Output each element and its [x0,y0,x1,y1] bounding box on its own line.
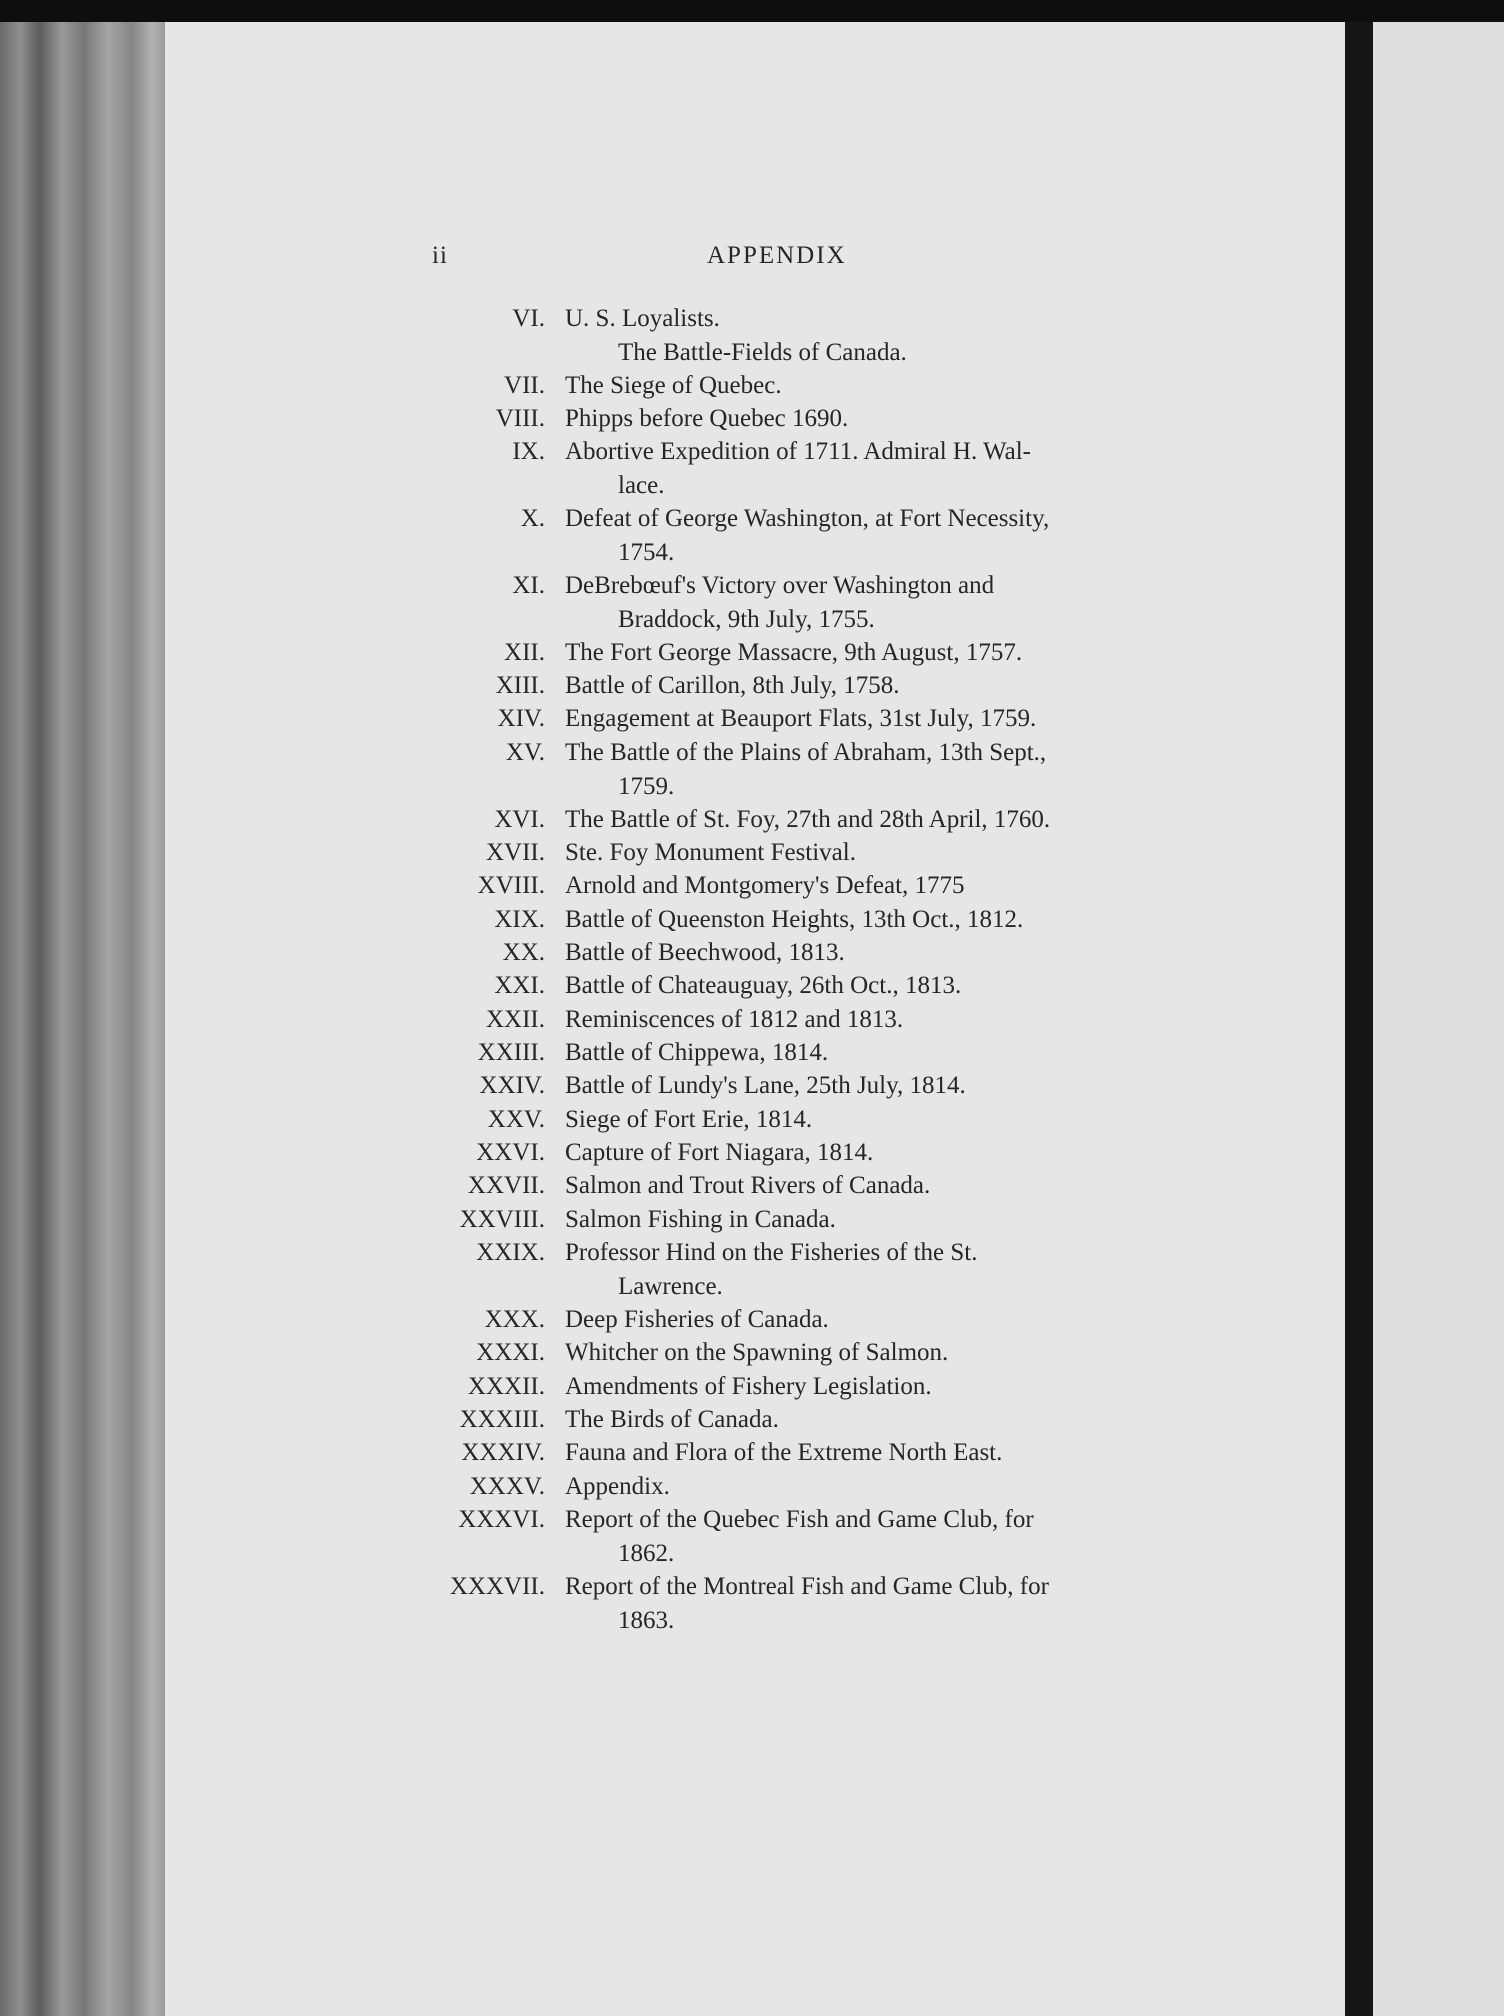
chapter-title: The Birds of Canada. [565,1406,779,1433]
chapter-title: Report of the Quebec Fish and Game Club, for [565,1506,1034,1533]
chapter-title: Battle of Chippewa, 1814. [565,1039,829,1066]
chapter-numeral: IX. [512,438,545,465]
chapter-numeral: XX. [502,939,545,966]
chapter-numeral: XXIX. [476,1239,545,1266]
chapter-title: Capture of Fort Niagara, 1814. [565,1139,874,1166]
scan-top-border [0,0,1504,22]
chapter-numeral: XIX. [494,906,545,933]
chapter-title-continuation: 1759. [618,773,675,800]
chapter-numeral: XVI. [494,806,545,833]
chapter-title-continuation: The Battle-Fields of Canada. [618,339,907,366]
facing-page-edge [1373,22,1504,2016]
chapter-title-continuation: Braddock, 9th July, 1755. [618,606,875,633]
chapter-title: DeBrebœuf's Victory over Washington and [565,572,995,599]
chapter-numeral: XIV. [497,705,545,732]
book-page-edges [0,22,165,2016]
chapter-numeral: VII. [504,372,545,399]
chapter-numeral: XXVI. [476,1139,545,1166]
chapter-title-continuation: 1862. [618,1540,675,1567]
chapter-numeral: XV. [505,739,545,766]
chapter-title: The Battle of St. Foy, 27th and 28th April, 1760. [565,806,1051,833]
chapter-numeral: XVII. [485,839,545,866]
chapter-numeral: XXVII. [467,1172,545,1199]
chapter-title: Report of the Montreal Fish and Game Club, for [565,1573,1049,1600]
chapter-title-continuation: Lawrence. [618,1273,723,1300]
chapter-numeral: XXXIV. [461,1439,545,1466]
chapter-numeral: XXXVI. [458,1506,545,1533]
chapter-title: Battle of Carillon, 8th July, 1758. [565,672,900,699]
chapter-title: Appendix. [565,1473,670,1500]
chapter-title: Salmon and Trout Rivers of Canada. [565,1172,931,1199]
page-number: ii [432,242,448,269]
chapter-title: Battle of Queenston Heights, 13th Oct., 1812. [565,906,1024,933]
running-head: APPENDIX [707,242,847,269]
chapter-numeral: XXII. [485,1006,545,1033]
chapter-title: Battle of Lundy's Lane, 25th July, 1814. [565,1072,966,1099]
chapter-title: Professor Hind on the Fisheries of the St. [565,1239,978,1266]
chapter-numeral: XVIII. [477,872,545,899]
book-spine [1345,22,1373,2016]
chapter-numeral: XXXIII. [459,1406,545,1433]
chapter-title: Ste. Foy Monument Festival. [565,839,856,866]
chapter-title: Battle of Beechwood, 1813. [565,939,845,966]
chapter-title: The Battle of the Plains of Abraham, 13th Sept., [565,739,1047,766]
chapter-title: Amendments of Fishery Legislation. [565,1373,932,1400]
chapter-title: Abortive Expedition of 1711. Admiral H. Wal- [565,438,1031,465]
chapter-numeral: XXIV. [479,1072,545,1099]
chapter-title: Salmon Fishing in Canada. [565,1206,836,1233]
chapter-title-continuation: 1754. [618,539,675,566]
chapter-title-continuation: 1863. [618,1607,675,1634]
chapter-title: Engagement at Beauport Flats, 31st July, 1759. [565,705,1037,732]
chapter-title: Fauna and Flora of the Extreme North East. [565,1439,1003,1466]
chapter-numeral: XXI. [494,972,545,999]
chapter-numeral: XIII. [495,672,545,699]
chapter-numeral: XI. [512,572,545,599]
chapter-title: Phipps before Quebec 1690. [565,405,849,432]
chapter-title: Defeat of George Washington, at Fort Necessity, [565,505,1050,532]
chapter-title: Deep Fisheries of Canada. [565,1306,829,1333]
chapter-numeral: VI. [512,305,545,332]
chapter-title: Battle of Chateauguay, 26th Oct., 1813. [565,972,962,999]
chapter-numeral: XXXV. [469,1473,545,1500]
chapter-numeral: XXVIII. [459,1206,545,1233]
chapter-numeral: XII. [504,639,545,666]
chapter-numeral: XXXVII. [449,1573,545,1600]
chapter-numeral: XXXI. [476,1339,545,1366]
chapter-title: The Siege of Quebec. [565,372,782,399]
chapter-numeral: XXXII. [467,1373,545,1400]
chapter-numeral: VIII. [495,405,545,432]
chapter-numeral: X. [520,505,545,532]
chapter-numeral: XXIII. [477,1039,545,1066]
chapter-title: Siege of Fort Erie, 1814. [565,1106,813,1133]
chapter-numeral: XXV. [487,1106,545,1133]
chapter-title: Arnold and Montgomery's Defeat, 1775 [565,872,965,899]
chapter-title: U. S. Loyalists. [565,305,720,332]
chapter-title: The Fort George Massacre, 9th August, 1757. [565,639,1023,666]
chapter-title: Whitcher on the Spawning of Salmon. [565,1339,949,1366]
chapter-title: Reminiscences of 1812 and 1813. [565,1006,904,1033]
chapter-title-continuation: lace. [618,472,665,499]
chapter-numeral: XXX. [484,1306,545,1333]
